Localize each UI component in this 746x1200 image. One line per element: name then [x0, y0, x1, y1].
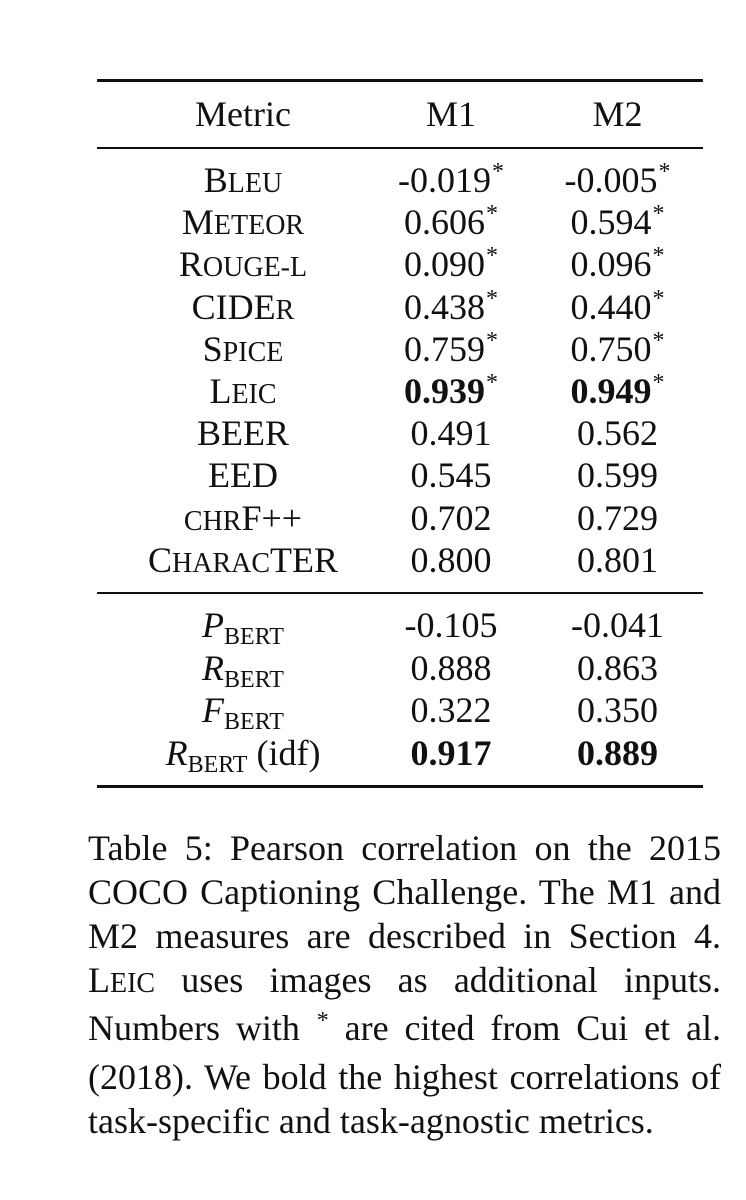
table-header-row: [97, 93, 703, 135]
table-row: [97, 159, 703, 201]
metric-name-small: HARAC: [172, 547, 271, 579]
metric-name-small: EIC: [231, 379, 277, 410]
metric-name-big: L: [209, 371, 232, 411]
m2-value-cell: [549, 286, 686, 333]
metric-cell: [97, 159, 389, 205]
metric-cell: [97, 647, 389, 694]
m1-value: 0.606: [404, 202, 485, 243]
table-top-rule: [97, 79, 703, 82]
m2-value: 0.801: [577, 539, 658, 580]
metric-cell: [97, 454, 389, 496]
metric-subscript: BERT: [224, 624, 284, 650]
m2-value: 0.863: [577, 647, 658, 688]
table-row: [97, 497, 703, 539]
metric-name-small: ETEOR: [213, 210, 305, 242]
metric-cell: [97, 604, 389, 651]
m2-star: *: [652, 201, 665, 228]
m2-value: 0.440: [570, 286, 652, 327]
table-row: [97, 689, 703, 735]
m2-value: -0.041: [571, 605, 664, 645]
m2-star: *: [652, 327, 665, 354]
m1-star: *: [486, 327, 498, 354]
table-caption: [88, 826, 721, 1143]
metric-name-big: F++: [241, 497, 303, 538]
m1-value-cell: [389, 243, 513, 290]
m1-star: *: [486, 370, 498, 396]
m2-star: *: [652, 285, 665, 312]
metric-letter: P: [202, 605, 225, 645]
metric-name-big: B: [203, 160, 228, 200]
metric-name-small-prefix: CHR: [183, 505, 242, 537]
m2-value: 0.562: [577, 413, 658, 454]
table-row: [97, 539, 703, 581]
metric-name-big: R: [178, 244, 203, 285]
m2-value: 0.889: [577, 732, 658, 773]
metric-cell: [97, 286, 389, 332]
caption-leic-big: L: [88, 960, 110, 1000]
table-row: [97, 412, 703, 454]
m2-value-cell: [549, 604, 686, 646]
m1-value-cell: [389, 732, 513, 774]
metric-name-big: S: [202, 328, 223, 369]
m2-value-cell: [549, 732, 686, 774]
m2-value: 0.949: [570, 371, 652, 411]
m1-star: *: [486, 285, 498, 312]
m2-value: -0.005: [564, 160, 658, 200]
m2-value: 0.594: [570, 202, 652, 243]
caption-leic: [88, 960, 155, 1000]
table-row: [97, 647, 703, 693]
m2-value-cell: [549, 689, 686, 731]
metric-suffix: (idf): [247, 732, 321, 773]
header-metric: Metric: [195, 94, 291, 134]
table-header-rule: [97, 147, 703, 149]
metric-letter: R: [202, 647, 225, 688]
metric-cell: [97, 689, 389, 736]
m2-value-cell: [549, 243, 686, 290]
m1-value-cell: [389, 412, 513, 454]
metric-letter: R: [165, 732, 188, 773]
metric-subscript: BERT: [224, 666, 284, 693]
metric-name-big: M: [181, 202, 214, 243]
m1-value: 0.939: [404, 371, 485, 411]
caption-star: *: [316, 1008, 329, 1034]
metric-cell: [97, 201, 389, 247]
m1-value: -0.105: [404, 605, 498, 645]
metric-name-small: R: [275, 294, 295, 326]
m1-value-cell: [389, 370, 513, 417]
table-row: [97, 328, 703, 370]
metric-name-big: EED: [208, 455, 278, 496]
m1-value-cell: [389, 604, 513, 646]
header-m1: M1: [425, 94, 476, 134]
metric-name-small: PICE: [222, 336, 284, 368]
m1-value-cell: [389, 159, 513, 206]
m1-value-cell: [389, 201, 513, 248]
m1-value-cell: [389, 689, 513, 731]
m1-value: 0.090: [404, 244, 485, 285]
metric-letter: F: [202, 690, 225, 730]
table-mid-rule: [97, 592, 703, 594]
caption-part3: are cited from Cui et al. (2018). We bold the highest correlations of task-specific and task-agnostic metrics.: [88, 1008, 722, 1141]
m1-value-cell: [389, 497, 513, 539]
metric-name-big: CIDE: [191, 286, 276, 327]
m1-value: 0.438: [404, 286, 485, 327]
metric-cell: [97, 370, 389, 416]
m1-value: -0.019: [398, 160, 491, 200]
m1-value-cell: [389, 454, 513, 496]
table-row: [97, 454, 703, 496]
m2-value-cell: [549, 497, 686, 539]
m2-value-cell: [549, 159, 686, 206]
caption-leic-small: EIC: [110, 968, 156, 999]
m1-value: 0.545: [410, 455, 492, 496]
m1-value: 0.702: [410, 497, 492, 538]
m1-value-cell: [389, 328, 513, 375]
m2-value-cell: [549, 201, 686, 248]
m1-value: 0.800: [410, 539, 492, 580]
m1-star: *: [486, 201, 498, 228]
metric-cell: [97, 412, 389, 454]
m2-value: 0.729: [577, 497, 658, 538]
metric-cell: [97, 539, 389, 585]
metric-name-big: BEER: [196, 413, 289, 454]
metric-name-big2: TER: [270, 539, 339, 580]
m2-value: 0.350: [577, 690, 658, 730]
table-bottom-rule: [97, 785, 703, 788]
m2-value-cell: [549, 647, 686, 689]
caption-part2: uses images as additional inputs. Numbers with: [88, 960, 721, 1048]
table-row: [97, 370, 703, 412]
m1-value: 0.759: [404, 328, 485, 369]
m2-value: 0.599: [577, 455, 658, 496]
m2-star: *: [652, 243, 665, 270]
caption-part1: Table 5: Pearson correlation on the 2015 COCO Captioning Challenge. The M1 and M2 measures are described in Section 4.: [88, 828, 721, 956]
m1-value: 0.917: [410, 732, 492, 773]
m1-value-cell: [389, 647, 513, 689]
m2-value: 0.096: [570, 244, 652, 285]
m1-star: *: [486, 243, 498, 270]
m1-star: *: [492, 159, 504, 185]
m1-value: 0.888: [410, 647, 492, 688]
m2-value-cell: [549, 370, 686, 417]
metric-name-small: LEU: [227, 168, 283, 199]
metric-subscript: BERT: [224, 709, 284, 735]
m2-value-cell: [549, 328, 686, 375]
m1-value: 0.491: [410, 413, 492, 454]
m2-value-cell: [549, 454, 686, 496]
table-row: [97, 604, 703, 650]
table-row: [97, 732, 703, 778]
m2-star: *: [652, 370, 665, 396]
m1-value-cell: [389, 286, 513, 333]
table-row: [97, 243, 703, 285]
metric-cell: [97, 243, 389, 289]
table-row: [97, 286, 703, 328]
metric-cell: [97, 732, 389, 779]
m2-value: 0.750: [570, 328, 652, 369]
m1-value: 0.322: [410, 690, 492, 730]
metric-subscript: BERT: [187, 751, 248, 778]
m2-star: *: [658, 159, 671, 185]
m2-value-cell: [549, 539, 686, 581]
metric-name-big: C: [147, 539, 172, 580]
metric-cell: [97, 328, 389, 374]
table-row: [97, 201, 703, 243]
metric-cell: [97, 497, 389, 543]
m1-value-cell: [389, 539, 513, 581]
metric-name-small: OUGE-L: [202, 252, 308, 284]
m2-value-cell: [549, 412, 686, 454]
header-m2: M2: [592, 94, 643, 134]
